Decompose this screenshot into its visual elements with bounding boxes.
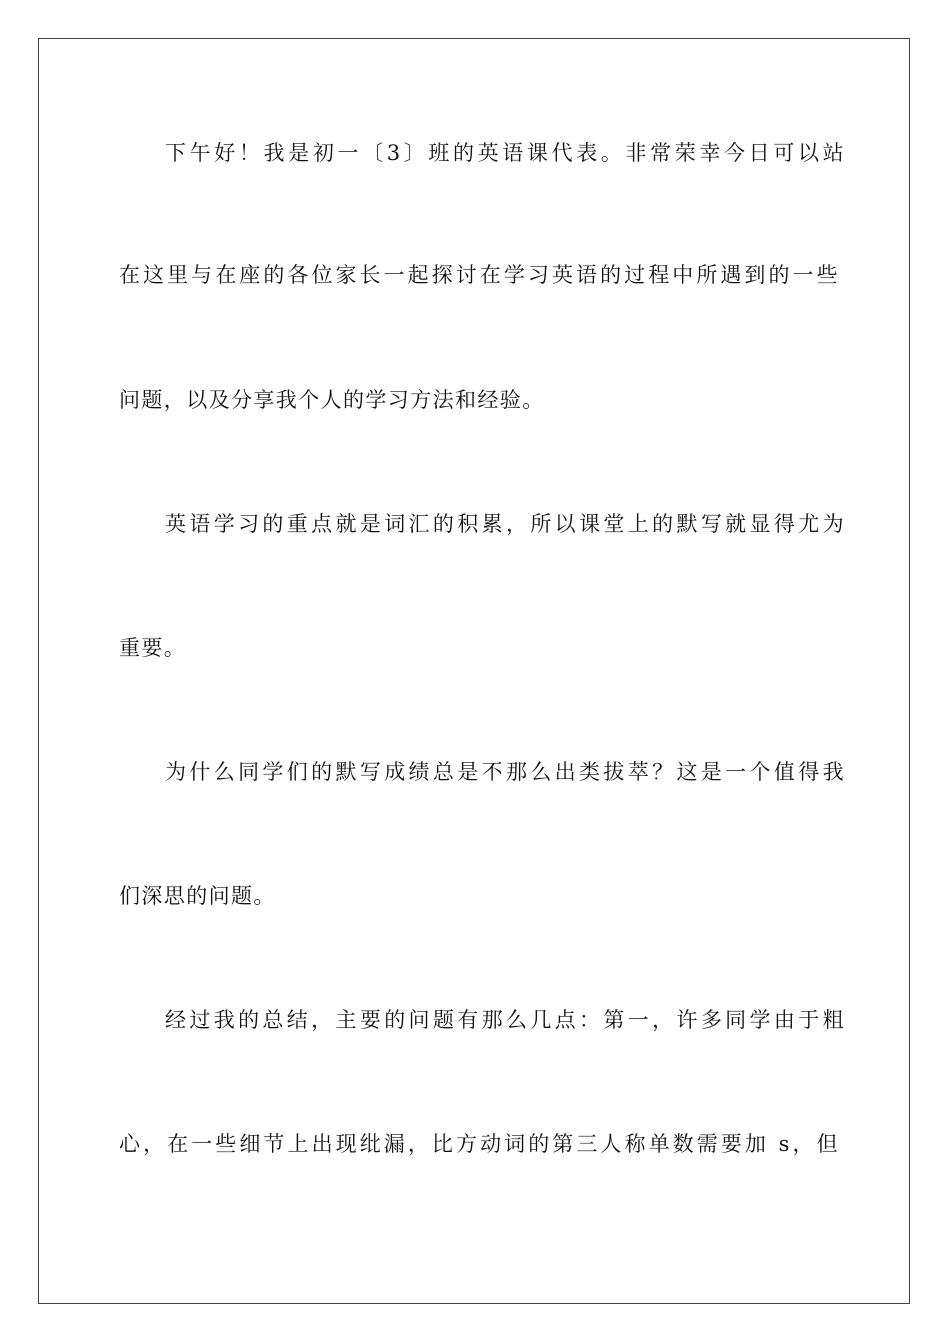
paragraph-1-line-2: 在这里与在座的各位家长一起探讨在学习英语的过程中所遇到的一些 — [119, 263, 839, 287]
paragraph-2-line-1: 英语学习的重点就是词汇的积累，所以课堂上的默写就显得尤为 — [165, 512, 845, 536]
paragraph-1-line-3: 问题，以及分享我个人的学习方法和经验。 — [119, 388, 545, 412]
paragraph-1-line-1: 下午好！我是初一〔3〕班的英语课代表。非常荣幸今日可以站 — [165, 141, 845, 165]
paragraph-2-line-2: 重要。 — [119, 636, 187, 660]
paragraph-3-line-1: 为什么同学们的默写成绩总是不那么出类拔萃？这是一个值得我 — [165, 760, 845, 784]
paragraph-4-line-2: 心，在一些细节上出现纰漏，比方动词的第三人称单数需要加 s，但 — [119, 1132, 839, 1156]
paragraph-4-line-1: 经过我的总结，主要的问题有那么几点：第一，许多同学由于粗 — [165, 1008, 845, 1032]
paragraph-3-line-2: 们深思的问题。 — [119, 884, 276, 908]
document-page — [38, 38, 910, 1304]
